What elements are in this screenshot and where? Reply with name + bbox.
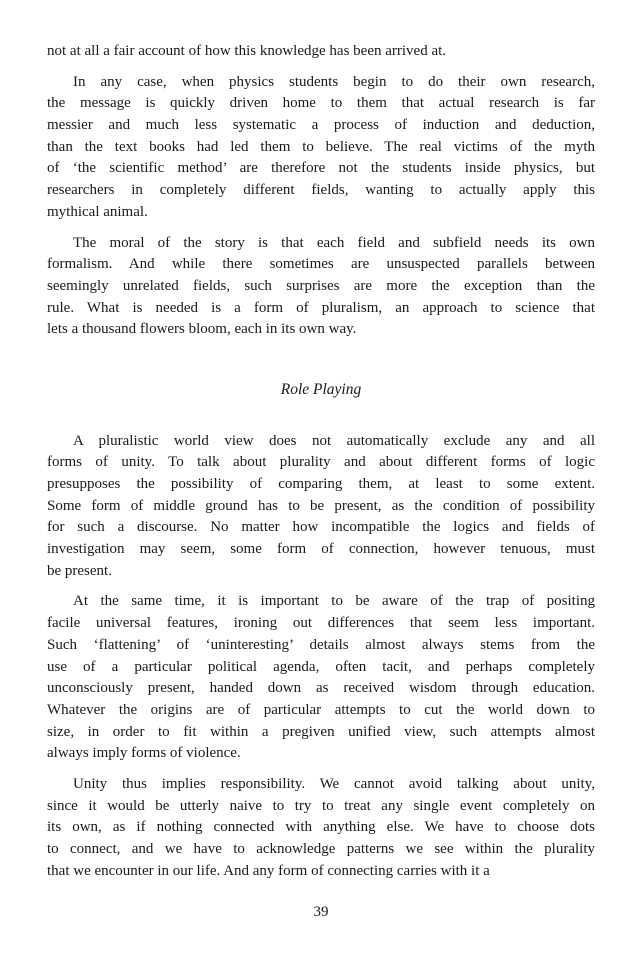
text-line: presupposes the possibility of comparing them, at least to some extent.: [47, 476, 595, 492]
text-line: messier and much less systematic a process of induction and deduction,: [47, 117, 595, 134]
page-number: 39: [313, 904, 329, 921]
paragraph: [47, 431, 595, 583]
text-line: Unity thus implies responsibility. We cannot avoid talking about unity,: [73, 775, 595, 792]
text-line: size, in order to fit within a pregiven unified view, such attempts almost: [47, 723, 595, 740]
text-line: rule. What is needed is a form of pluralism, an approach to science that: [47, 299, 595, 316]
text-line: forms of unity. To talk about plurality and about different forms of logic: [47, 454, 595, 471]
text-line: formalism. And while there sometimes are unsuspected parallels between: [47, 256, 595, 273]
paragraph: [47, 41, 595, 63]
text-line: the message is quickly driven home to them that actual research is far: [47, 95, 595, 112]
text-line: that we encounter in our life. And any form of connecting carries with it a: [47, 862, 490, 879]
text-line: Some form of middle ground has to be present, as the condition of possibility: [47, 497, 595, 514]
text-line: seemingly unrelated fields, such surprises are more the exception than the: [47, 277, 595, 294]
text-line: for such a discourse. No matter how incompatible the logics and fields of: [47, 519, 595, 536]
text-line: facile universal features, ironing out differences that seem less important.: [47, 615, 595, 632]
text-column: [47, 41, 595, 924]
text-line: since it would be utterly naive to try to treat any single event completely on: [47, 797, 595, 814]
text-line: its own, as if nothing connected with anything else. We have to choose dots: [47, 819, 595, 836]
text-line: The moral of the story is that each field and subfield needs its own: [73, 234, 595, 251]
paragraph: [47, 233, 595, 341]
text-line: than the text books had led them to believe. The real victims of the myth: [47, 138, 595, 155]
text-line: unconsciously present, handed down as received wisdom through education.: [47, 680, 595, 697]
paragraph: [47, 591, 595, 765]
text-line: investigation may seem, some form of connection, however tenuous, must: [47, 541, 595, 558]
text-line: always imply forms of violence.: [47, 745, 241, 762]
text-line: not at all a fair account of how this knowledge has been arrived at.: [47, 43, 447, 59]
text-line: At the same time, it is important to be aware of the trap of positing: [73, 593, 595, 610]
text-line: A pluralistic world view does not automatically exclude any and all: [73, 432, 595, 449]
text-line: researchers in completely different fields, wanting to actually apply this: [47, 182, 595, 199]
text-line: to connect, and we have to acknowledge patterns we see within the plurality: [47, 841, 595, 857]
text-line: Whatever the origins are of particular attempts to cut the world down to: [47, 701, 595, 718]
section-heading: Role Playing: [280, 380, 362, 398]
paragraph: [47, 774, 595, 882]
text-line: be present.: [47, 562, 112, 579]
paragraph: [47, 72, 595, 224]
text-line: In any case, when physics students begin to do their own research,: [73, 73, 595, 90]
text-line: mythical animal.: [47, 203, 148, 220]
text-line: of ‘the scientific method’ are therefore not the students inside physics, but: [47, 160, 595, 177]
text-line: use of a particular political agenda, often tacit, and perhaps completely: [47, 658, 595, 675]
text-line: lets a thousand flowers bloom, each in its own way.: [47, 321, 357, 338]
text-line: Such ‘flattening’ of ‘uninteresting’ details almost always stems from the: [47, 636, 595, 653]
body-text: [47, 41, 595, 882]
